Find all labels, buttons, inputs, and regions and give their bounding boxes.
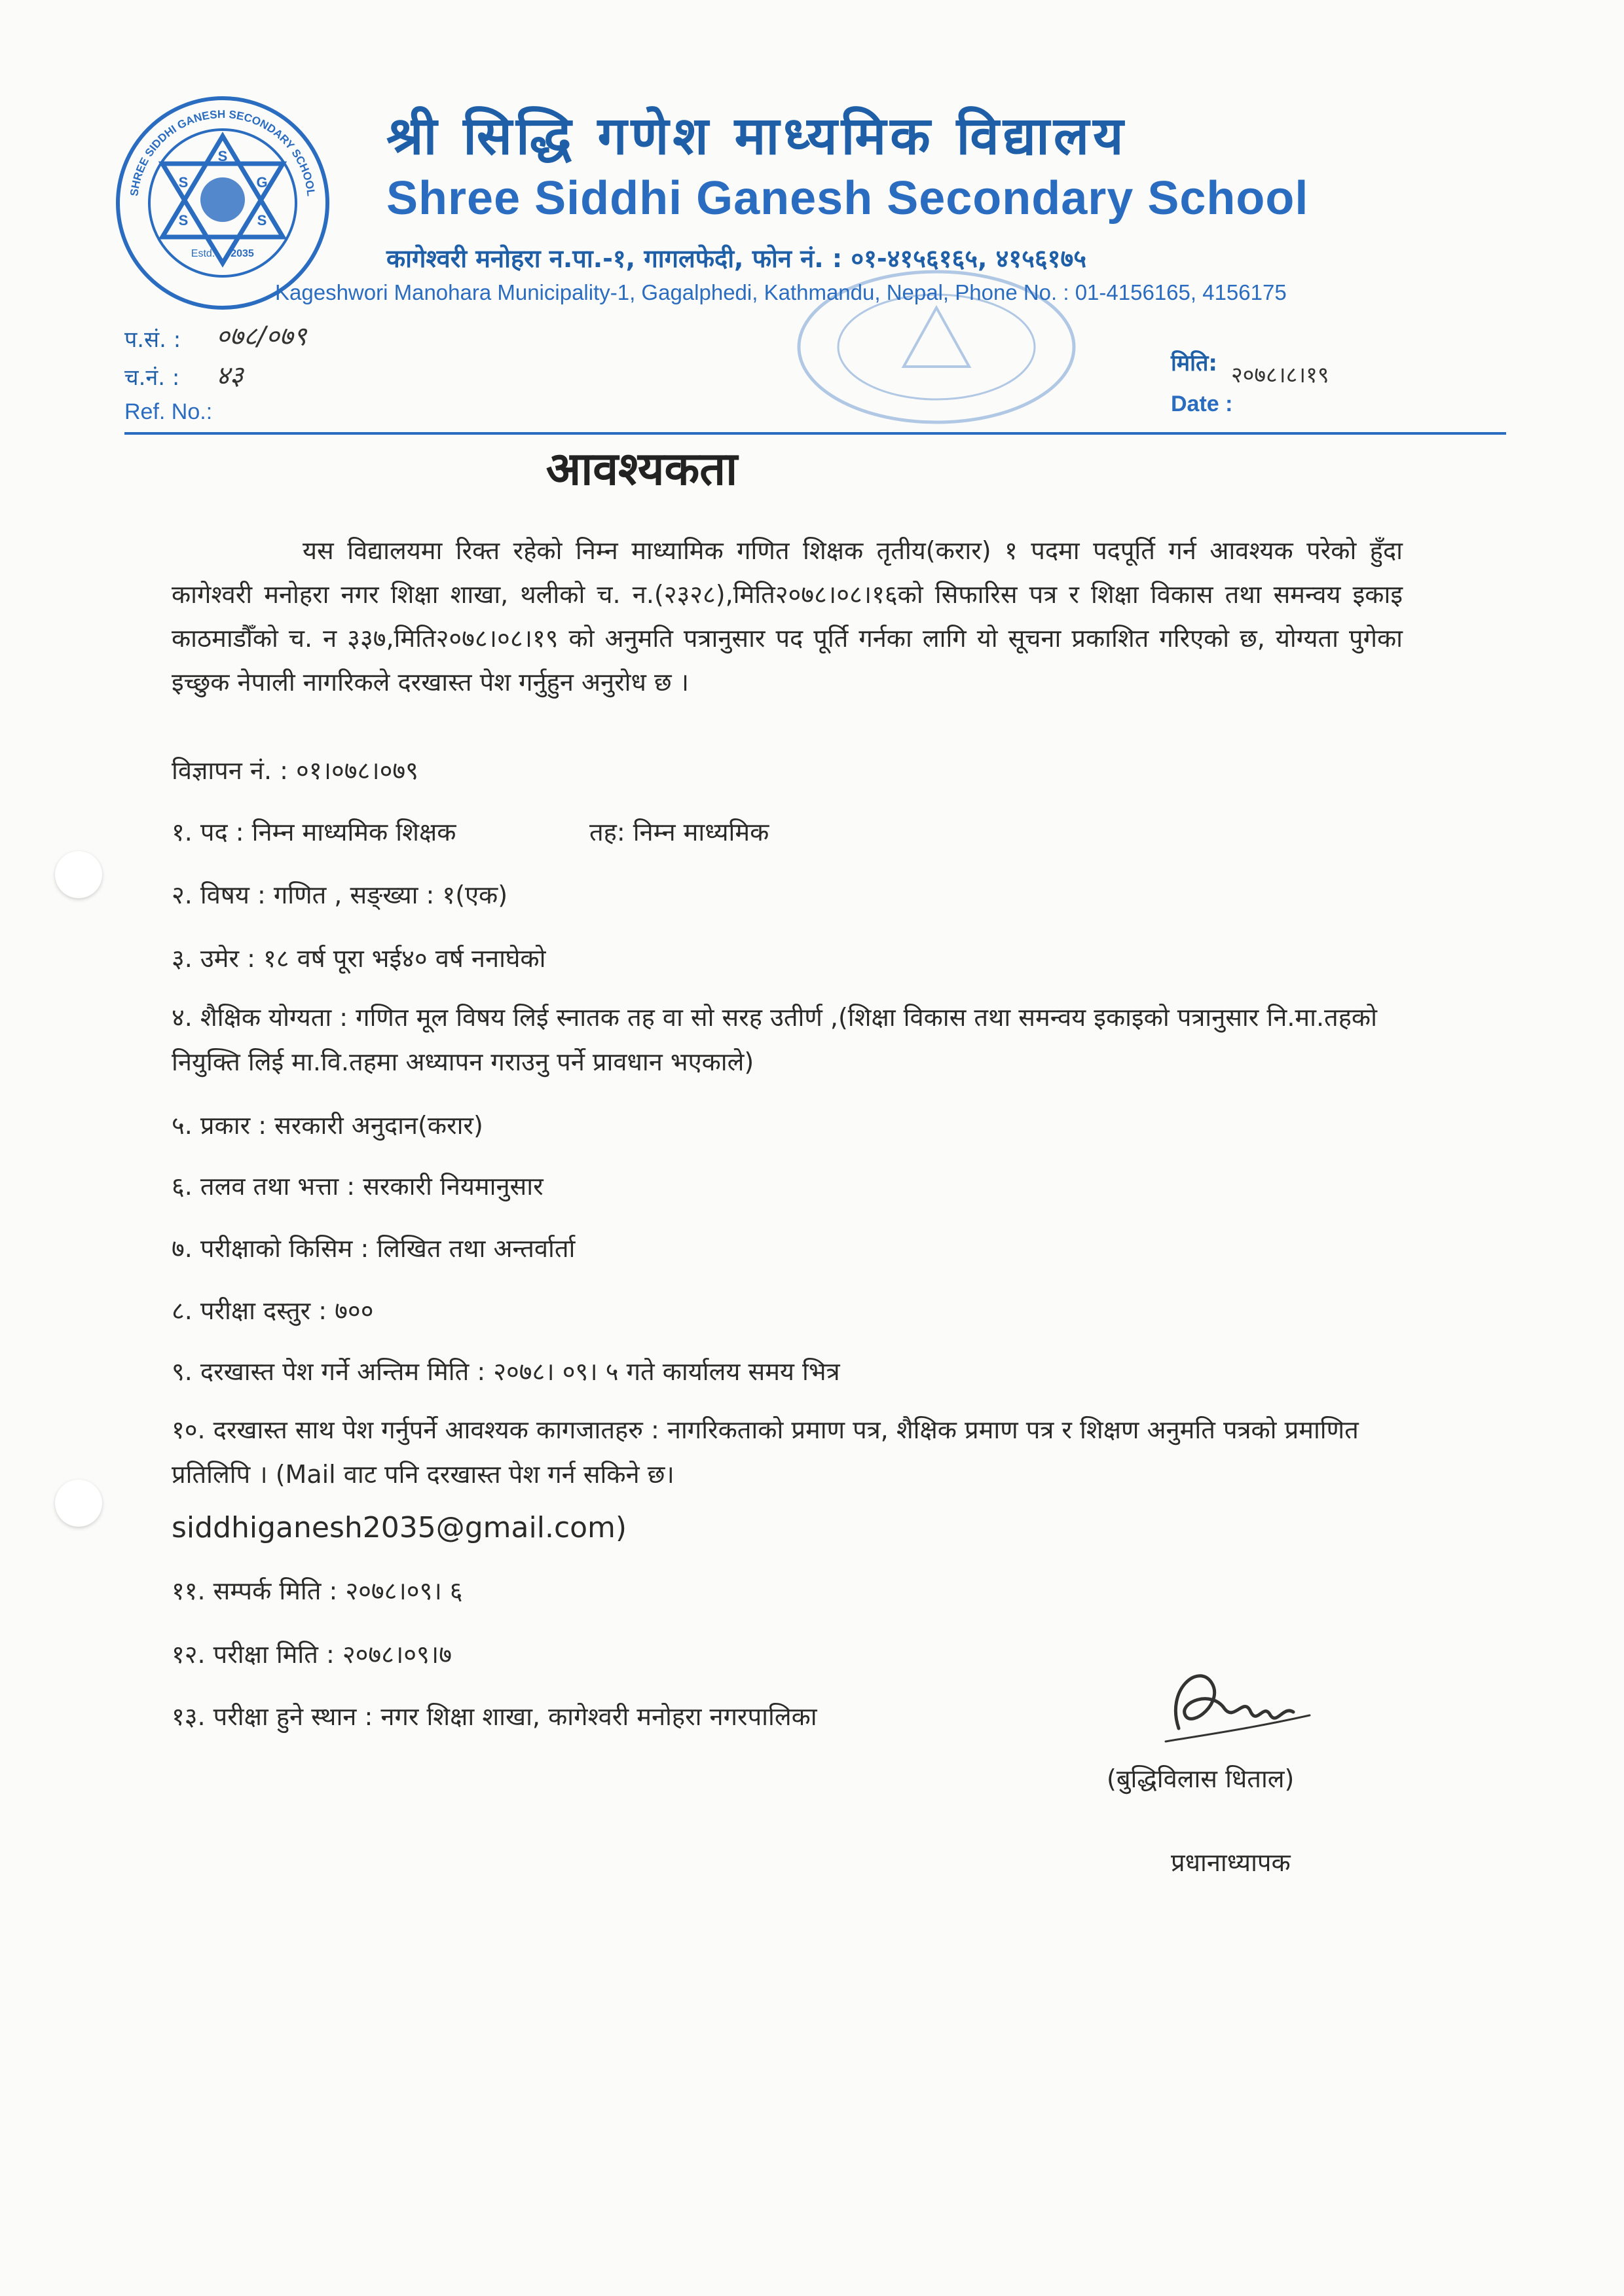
- svg-text:S: S: [217, 148, 228, 164]
- item-12: १२. परीक्षा मिति : २०७८।०९।७: [172, 1640, 452, 1669]
- svg-text:2035: 2035: [231, 248, 254, 259]
- item-5: ५. प्रकार : सरकारी अनुदान(करार): [172, 1111, 483, 1140]
- date-label-nepali: मिति:: [1171, 350, 1217, 376]
- item-4: ४. शैक्षिक योग्यता : गणित मूल विषय लिई स्नातक तह वा सो सरह उतीर्ण ,(शिक्षा विकास तथा समन्वय इकाइको पत्रानुसार नि.मा.तहको नियुक्ति लिई मा.वि.तहमा अध्यापन गराउनु पर्ने प्रावधान भएकाले): [172, 1003, 1377, 1076]
- date-label-english: Date :: [1171, 392, 1233, 416]
- svg-text:SHREE SIDDHI GANESH SECONDARY: SHREE SIDDHI GANESH SECONDARY SCHOOL: [128, 107, 318, 197]
- item-8: ८. परीक्षा दस्तुर : ७००: [172, 1296, 374, 1325]
- address-nepali: कागेश्वरी मनोहरा न.पा.-१, गागलफेदी, फोन नं. : ०१-४१५६१६५, ४१५६१७५: [386, 244, 1086, 273]
- item-6: ६. तलव तथा भत्ता : सरकारी नियमानुसार: [172, 1172, 544, 1201]
- svg-text:S: S: [257, 212, 267, 228]
- ps-label: प.सं. :: [124, 327, 181, 353]
- svg-text:S: S: [178, 174, 189, 191]
- date-value: २०७८।८।१९: [1231, 362, 1329, 388]
- header-divider: [124, 432, 1506, 435]
- ref-no-label: Ref. No.:: [124, 399, 213, 424]
- item-3: ३. उमेर : १८ वर्ष पूरा भई४० वर्ष ननाघेको: [172, 944, 546, 973]
- punch-hole-bottom: [55, 1480, 102, 1527]
- signatory-name: (बुद्धिविलास धिताल): [1107, 1764, 1295, 1793]
- notice-title: [0, 435, 1624, 498]
- ad-number: विज्ञापन नं. : ०१।०७८।०७९: [172, 756, 418, 785]
- intro-paragraph: [172, 529, 1403, 704]
- school-name-nepali: श्री सिद्धि गणेश माध्यमिक विद्यालय: [386, 105, 1128, 166]
- svg-text:Estd.: Estd.: [191, 248, 215, 259]
- item-1-level: तह: निम्न माध्यमिक: [589, 818, 769, 847]
- signatory-role: प्रधानाध्यापक: [1171, 1848, 1291, 1877]
- item-2: २. विषय : गणित , सङ्ख्या : १(एक): [172, 881, 508, 909]
- cn-value: ४३: [216, 361, 244, 391]
- item-11: ११. सम्पर्क मिति : २०७८।०९। ६: [172, 1576, 463, 1605]
- intro-text: यस विद्यालयमा रिक्त रहेको निम्न माध्यामिक गणित शिक्षक तृतीय(करार) १ पदमा पदपूर्ति गर्न आवश्यक परेको हुँदा कागेश्वरी मनोहरा नगर शिक्षा शाखा, थलीको च. न.(२३२८),मिति२०७८।०८।१६को सिफारिस पत्र र शिक्षा विकास तथा समन्वय इकाइ काठमाडौँको च. न ३३७,मिति२०७८।०८।१९ को अनुमति पत्रानुसार पद पूर्ति गर्नका लागि यो सूचना प्रकाशित गरिएको छ, योग्यता पुगेका इच्छुक नेपाली नागरिकले दरखास्त पेश गर्नुहुन अनुरोध छ ।: [172, 536, 1403, 697]
- svg-text:S: S: [178, 212, 189, 228]
- handwritten-signature: [1153, 1650, 1323, 1761]
- item-10: १०. दरखास्त साथ पेश गर्नुपर्ने आवश्यक कागजातहरु : नागरिकताको प्रमाण पत्र, शैक्षिक प्रमाण पत्र र शिक्षण अनुमति पत्रको प्रमाणित प्रतिलिपि । (Mail वाट पनि दरखास्त पेश गर्न सकिने छ।: [172, 1415, 1359, 1489]
- cn-label: च.नं. :: [124, 365, 180, 391]
- item-13: १३. परीक्षा हुने स्थान : नगर शिक्षा शाखा, कागेश्वरी मनोहरा नगरपालिका: [172, 1702, 817, 1731]
- school-name-english: Shree Siddhi Ganesh Secondary School: [386, 172, 1309, 225]
- address-english: Kageshwori Manohara Municipality-1, Gagalphedi, Kathmandu, Nepal, Phone No. : 01-4156165, 4156175: [275, 280, 1287, 304]
- notice-title-text: आवश्यकता: [545, 442, 738, 496]
- svg-text:G: G: [256, 174, 268, 191]
- contact-email[interactable]: siddhiganesh2035@gmail.com): [172, 1511, 627, 1544]
- punch-hole-top: [55, 851, 102, 898]
- item-7: ७. परीक्षाको किसिम : लिखित तथा अन्तर्वार्ता: [172, 1234, 576, 1263]
- item-1: १. पद : निम्न माध्यमिक शिक्षक: [172, 818, 456, 847]
- item-9: ९. दरखास्त पेश गर्ने अन्तिम मिति : २०७८। ०९। ५ गते कार्यालय समय भित्र: [172, 1357, 840, 1386]
- ps-value: ०७८/०७९: [216, 321, 307, 352]
